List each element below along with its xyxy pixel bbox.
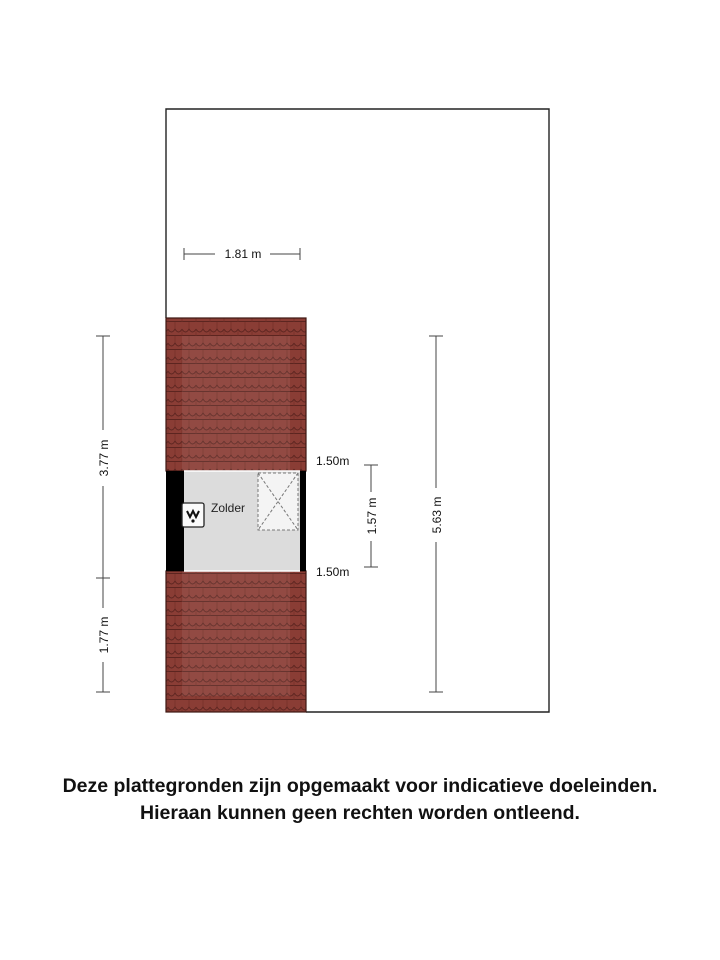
dimension-left-lower-label: 1.77 m	[97, 616, 111, 654]
wall-left	[166, 471, 184, 571]
dimension-top-width	[184, 247, 300, 261]
dimension-middle-height	[364, 465, 379, 567]
room-label-zolder: Zolder	[211, 501, 246, 515]
dimension-top-width-label: 1.81 m	[224, 247, 262, 261]
disclaimer-line-2: Hieraan kunnen geen rechten worden ontleend.	[140, 802, 580, 824]
roof-shade-lower	[182, 571, 290, 696]
ceiling-height-bottom-label: 1.50m	[316, 565, 350, 579]
dimension-left-upper-label: 3.77 m	[97, 439, 111, 477]
disclaimer-line-1: Deze plattegronden zijn opgemaakt voor indicatieve doeleinden.	[62, 775, 658, 797]
dimension-left-lower	[96, 578, 111, 692]
dimension-right-height	[429, 336, 444, 692]
wall-right	[300, 471, 306, 571]
boiler-icon	[182, 503, 204, 527]
dimension-left-upper	[96, 336, 111, 578]
dimension-right-height-label: 5.63 m	[430, 496, 444, 534]
ceiling-height-top-label: 1.50m	[316, 454, 350, 468]
roof-shade-upper	[182, 336, 290, 471]
dimension-middle-height-label: 1.57 m	[365, 497, 379, 535]
skylight-icon	[258, 473, 298, 530]
